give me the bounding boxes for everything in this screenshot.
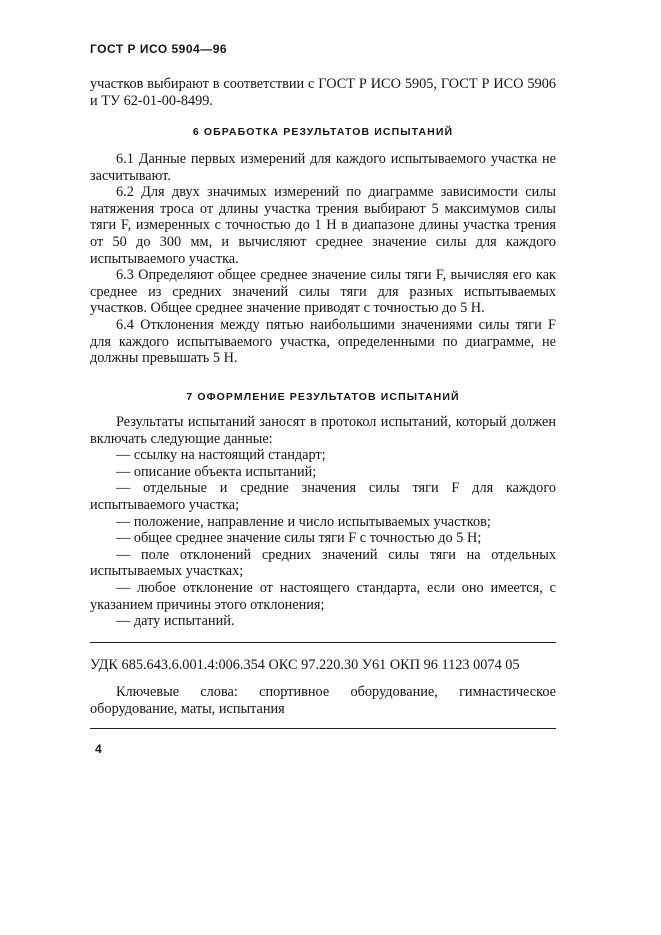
report-item: — ссылку на настоящий стандарт; (116, 447, 326, 464)
report-item: — поле отклонений средних значений силы тяги на отдельных испытываемых участках; (90, 546, 556, 580)
divider-top (90, 642, 556, 643)
udk-text: УДК 685.643.6.001.4:006.354 ОКС 97.220.30 У61 ОКП 96 1123 0074 05 (90, 657, 520, 673)
intro-text: участков выбирают в соответствии с ГОСТ Р ИСО 5905, ГОСТ Р ИСО 5906 и ТУ 62-01-00-8499. (90, 76, 556, 109)
section-6-heading: 6 ОБРАБОТКА РЕЗУЛЬТАТОВ ИСПЫТАНИЙ (192, 126, 454, 138)
page-number: 4 (95, 742, 102, 756)
intro-continuation (90, 76, 556, 109)
report-item: — общее среднее значение силы тяги F с точностью до 5 Н; (116, 530, 482, 547)
paragraph-6-4: 6.4 Отклонения между пятью наибольшими значениями силы тяги F для каждого испытываемого участка, определенными по диаграмме, не должны превышать 5 Н. (90, 316, 556, 367)
document-header-code: ГОСТ Р ИСО 5904—96 (90, 42, 228, 56)
udk-line (90, 657, 556, 674)
report-item: — положение, направление и число испытываемых участков; (116, 513, 491, 530)
keywords-text: Ключевые слова: спортивное оборудование, гимнастическое оборудование, маты, испытания (90, 684, 556, 717)
paragraph-6-1: 6.1 Данные первых измерений для каждого испытываемого участка не засчитывают. (90, 151, 556, 184)
divider-bottom (90, 728, 556, 729)
report-item: — любое отклонение от настоящего стандарта, если оно имеется, с указанием причины этого отклонения; (90, 579, 556, 613)
paragraph-6-3: 6.3 Определяют общее среднее значение силы тяги F, вычисляя его как среднее из средних значений силы тяги для разных испытываемых участков. Общее среднее значение приводят с точностью до 5 Н. (90, 267, 556, 317)
section-7-heading: 7 ОФОРМЛЕНИЕ РЕЗУЛЬТАТОВ ИСПЫТАНИЙ (186, 391, 460, 403)
keywords-block (90, 684, 556, 717)
report-item: — дату испытаний. (116, 613, 235, 630)
section-6-body (90, 151, 556, 367)
section-7-lead: Результаты испытаний заносят в протокол испытаний, который должен включать следующие данные: (90, 414, 556, 447)
paragraph-6-2: 6.2 Для двух значимых измерений по диаграмме зависимости силы натяжения троса от длины участка трения выбирают 5 максимумов силы тяги F, измеренных с точностью до 1 Н в диапазоне длины участка трения от 50 до 300 мм, и вычисляют среднее значение силы для каждого испытываемого участка. (90, 184, 556, 267)
report-item: — отдельные и средние значения силы тяги F для каждого испытываемого участка; (90, 480, 556, 513)
report-item: — описание объекта испытаний; (116, 463, 317, 480)
section-7-body (90, 414, 556, 630)
